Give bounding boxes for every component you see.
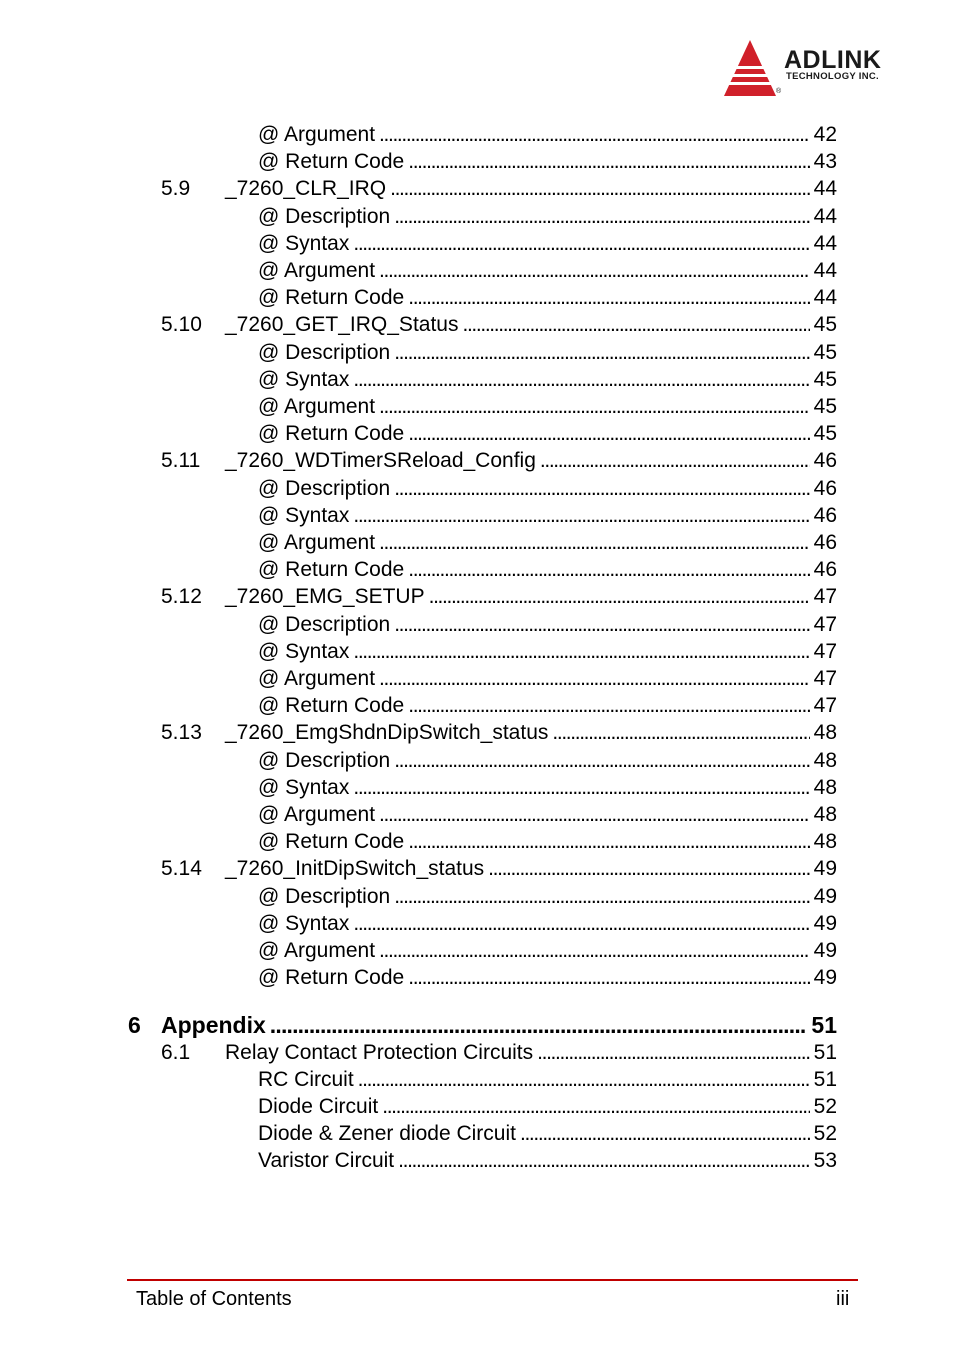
toc-entry[interactable] xyxy=(0,204,954,230)
toc-entry[interactable] xyxy=(0,693,954,719)
toc-dot-leader xyxy=(520,1121,810,1147)
toc-entry-title: @ Syntax xyxy=(258,911,350,935)
toc-entry-number: 5.10 xyxy=(161,313,202,337)
toc-entry-page: 47 xyxy=(813,694,837,718)
logo-wordmark: ADLINK xyxy=(784,46,882,74)
toc-dot-leader xyxy=(394,612,809,638)
toc-entry[interactable] xyxy=(0,149,954,175)
toc-entry[interactable] xyxy=(0,666,954,692)
footer-section-title: Table of Contents xyxy=(136,1288,292,1310)
toc-entry-title: _7260_GET_IRQ_Status xyxy=(225,313,459,337)
toc-entry-row xyxy=(225,584,837,610)
toc-dot-leader xyxy=(552,720,809,746)
toc-dot-leader xyxy=(408,693,809,719)
toc-entry-page: 44 xyxy=(813,204,837,228)
toc-entry[interactable] xyxy=(0,340,954,366)
toc-entry-title: @ Argument xyxy=(258,259,376,282)
toc-dot-leader xyxy=(488,856,809,882)
toc-entry-row xyxy=(225,856,837,882)
toc-entry-title: _7260_CLR_IRQ xyxy=(225,177,387,201)
toc-dot-leader xyxy=(537,1040,810,1066)
footer-page-number: iii xyxy=(836,1288,850,1310)
toc-entry-row xyxy=(225,312,837,338)
toc-entry-title: _7260_WDTimerSReload_Config xyxy=(225,449,536,473)
toc-entry-row xyxy=(258,1148,837,1174)
toc-entry-page: 45 xyxy=(813,422,837,446)
toc-dot-leader xyxy=(408,285,809,311)
toc-entry-title: @ Description xyxy=(258,748,391,772)
toc-entry-page: 52 xyxy=(813,1122,837,1146)
toc-entry[interactable] xyxy=(0,1040,954,1066)
toc-entry-page: 43 xyxy=(813,150,837,174)
toc-dot-leader xyxy=(358,1067,810,1093)
toc-entry[interactable] xyxy=(0,802,954,828)
toc-entry-page: 47 xyxy=(813,612,837,636)
toc-entry[interactable] xyxy=(0,856,954,882)
toc-entry-page: 49 xyxy=(813,857,837,881)
toc-entry-title: @ Return Code xyxy=(258,694,405,718)
toc-dot-leader xyxy=(390,176,810,202)
toc-entry-row xyxy=(258,1121,837,1147)
toc-entry-row xyxy=(258,530,837,556)
toc-entry-number: 5.11 xyxy=(161,449,201,473)
toc-dot-leader xyxy=(540,448,810,474)
toc-entry-page: 45 xyxy=(813,313,837,337)
toc-entry-number: 5.9 xyxy=(161,177,191,201)
toc-entry[interactable] xyxy=(0,612,954,638)
toc-entry-title: _7260_EmgShdnDipSwitch_status xyxy=(225,721,549,745)
toc-entry-page: 48 xyxy=(813,803,837,826)
toc-entry-title: _7260_InitDipSwitch_status xyxy=(225,857,485,881)
toc-entry[interactable] xyxy=(0,367,954,393)
toc-entry[interactable] xyxy=(0,884,954,910)
toc-dot-leader xyxy=(353,231,809,257)
toc-entry-row xyxy=(225,176,837,202)
toc-entry-row xyxy=(258,367,837,393)
toc-entry-title: @ Return Code xyxy=(258,830,405,854)
toc-entry-title: @ Argument xyxy=(258,531,376,554)
toc-entry-row xyxy=(225,720,837,746)
toc-entry-title: @ Syntax xyxy=(258,639,350,663)
logo-registered-mark: ® xyxy=(776,88,782,95)
toc-entry-row xyxy=(258,775,837,801)
toc-entry-title: @ Argument xyxy=(258,395,376,418)
toc-entry[interactable] xyxy=(0,122,954,148)
toc-entry-title: @ Description xyxy=(258,884,391,908)
toc-dot-leader xyxy=(353,367,809,393)
toc-entry-row xyxy=(258,285,837,311)
toc-entry[interactable] xyxy=(0,938,954,964)
toc-entry-number: 5.12 xyxy=(161,585,202,609)
toc-dot-leader xyxy=(353,639,809,665)
toc-entry-title: @ Return Code xyxy=(258,150,405,174)
toc-entry-title: @ Argument xyxy=(258,939,376,962)
toc-entry-row xyxy=(258,938,837,964)
toc-entry-row xyxy=(258,666,837,692)
toc-dot-leader xyxy=(353,775,809,801)
toc-entry[interactable] xyxy=(0,476,954,502)
toc-dot-leader xyxy=(394,476,809,502)
toc-entry-row xyxy=(258,476,837,502)
toc-entry-page: 47 xyxy=(813,585,837,609)
toc-entry-page: 49 xyxy=(813,939,837,962)
toc-entry-title: @ Description xyxy=(258,476,391,500)
toc-entry-page: 44 xyxy=(813,286,837,310)
toc-entry[interactable] xyxy=(0,176,954,202)
toc-entry-number: 5.13 xyxy=(161,721,202,745)
toc-entry[interactable] xyxy=(0,231,954,257)
toc-dot-leader xyxy=(408,149,809,175)
toc-entry-number: 5.14 xyxy=(161,857,202,881)
toc-entry-page: 46 xyxy=(813,449,837,473)
toc-dot-leader xyxy=(394,204,809,230)
toc-entry-title: Relay Contact Protection Circuits xyxy=(225,1040,534,1064)
toc-entry-title: Diode & Zener diode Circuit xyxy=(258,1122,516,1146)
toc-entry-title: @ Description xyxy=(258,340,391,364)
toc-entry-page: 46 xyxy=(813,531,837,554)
toc-entry-page: 42 xyxy=(813,123,837,146)
toc-entry[interactable] xyxy=(0,285,954,311)
toc-entry-number: 6.1 xyxy=(161,1040,191,1064)
toc-entry[interactable] xyxy=(0,1121,954,1147)
toc-entry-row xyxy=(258,149,837,175)
toc-entry-title: RC Circuit xyxy=(258,1067,354,1091)
toc-entry-row xyxy=(258,965,837,991)
toc-dot-leader xyxy=(353,503,809,529)
toc-entry-title: @ Return Code xyxy=(258,966,405,990)
toc-entry[interactable] xyxy=(0,1148,954,1174)
toc-dot-leader xyxy=(408,421,809,447)
toc-entry-title: @ Syntax xyxy=(258,775,350,799)
toc-entry[interactable] xyxy=(0,1094,954,1120)
toc-dot-leader xyxy=(353,911,809,937)
toc-entry[interactable] xyxy=(0,421,954,447)
toc-dot-leader xyxy=(408,829,809,855)
toc-entry-page: 45 xyxy=(813,340,837,364)
toc-entry[interactable] xyxy=(0,965,954,991)
toc-entry[interactable] xyxy=(0,530,954,556)
toc-entry[interactable] xyxy=(0,394,954,420)
toc-entry-title: Varistor Circuit xyxy=(258,1149,395,1173)
toc-entry-row xyxy=(258,231,837,257)
toc-entry-title: Appendix xyxy=(161,1012,266,1039)
toc-entry-page: 51 xyxy=(811,1012,837,1039)
toc-entry-row xyxy=(258,802,837,828)
toc-entry-page: 45 xyxy=(813,395,837,418)
toc-entry-page: 44 xyxy=(813,259,837,282)
toc-entry-title: @ Syntax xyxy=(258,503,350,527)
toc-dot-leader xyxy=(379,122,810,148)
toc-entry-row xyxy=(258,503,837,529)
toc-entry-page: 45 xyxy=(813,367,837,391)
toc-dot-leader xyxy=(382,1094,809,1120)
toc-dot-leader xyxy=(462,312,809,338)
toc-entry[interactable] xyxy=(0,584,954,610)
toc-entry-page: 47 xyxy=(813,667,837,690)
toc-entry-title: @ Return Code xyxy=(258,286,405,310)
toc-entry-page: 48 xyxy=(813,775,837,799)
toc-entry[interactable] xyxy=(0,557,954,583)
toc-entry-row xyxy=(258,1094,837,1120)
toc-entry-row xyxy=(258,639,837,665)
toc-entry-row xyxy=(258,829,837,855)
toc-entry-row xyxy=(258,612,837,638)
toc-entry-row xyxy=(258,394,837,420)
toc-dot-leader xyxy=(398,1148,810,1174)
toc-entry-page: 48 xyxy=(813,748,837,772)
toc-entry-title: @ Syntax xyxy=(258,231,350,255)
toc-entry[interactable] xyxy=(0,639,954,665)
toc-entry[interactable] xyxy=(0,775,954,801)
toc-entry-page: 52 xyxy=(813,1095,837,1118)
toc-dot-leader xyxy=(429,584,810,610)
toc-entry-row xyxy=(161,1012,837,1038)
toc-entry[interactable] xyxy=(0,312,954,338)
toc-dot-leader xyxy=(379,666,810,692)
toc-entry[interactable] xyxy=(0,829,954,855)
toc-entry-title: @ Description xyxy=(258,612,391,636)
toc-entry-page: 49 xyxy=(813,911,837,935)
toc-entry-page: 48 xyxy=(813,721,837,745)
toc-entry-page: 46 xyxy=(813,558,837,582)
toc-dot-leader xyxy=(379,394,810,420)
toc-entry-page: 46 xyxy=(813,476,837,500)
toc-entry-row xyxy=(225,1040,837,1066)
toc-entry-title: _7260_EMG_SETUP xyxy=(225,585,425,609)
toc-entry[interactable] xyxy=(0,1067,954,1093)
toc-entry-page: 44 xyxy=(813,177,837,201)
toc-entry-page: 51 xyxy=(813,1040,837,1064)
toc-entry-page: 47 xyxy=(813,639,837,663)
toc-entry-row xyxy=(258,122,837,148)
toc-entry-page: 51 xyxy=(813,1067,837,1091)
toc-entry-page: 44 xyxy=(813,231,837,255)
toc-dot-leader xyxy=(379,530,810,556)
toc-entry[interactable] xyxy=(0,448,954,474)
toc-entry-title: Diode Circuit xyxy=(258,1095,379,1118)
toc-entry-page: 49 xyxy=(813,884,837,908)
toc-entry[interactable] xyxy=(0,911,954,937)
toc-entry[interactable] xyxy=(0,503,954,529)
toc-entry-title: @ Return Code xyxy=(258,558,405,582)
toc-entry[interactable] xyxy=(0,1012,954,1038)
footer-rule xyxy=(127,1279,858,1281)
toc-dot-leader xyxy=(379,802,810,828)
toc-entry-row xyxy=(225,448,837,474)
toc-entry-title: @ Return Code xyxy=(258,422,405,446)
toc-entry-row xyxy=(258,258,837,284)
toc-entry[interactable] xyxy=(0,258,954,284)
toc-dot-leader xyxy=(394,748,809,774)
toc-entry-title: @ Syntax xyxy=(258,367,350,391)
toc-entry-page: 53 xyxy=(813,1149,837,1173)
toc-dot-leader xyxy=(408,965,809,991)
toc-entry-row xyxy=(258,421,837,447)
toc-entry-row xyxy=(258,693,837,719)
toc-dot-leader xyxy=(394,340,809,366)
toc-entry-page: 49 xyxy=(813,966,837,990)
toc-dot-leader xyxy=(379,938,810,964)
toc-dot-leader xyxy=(270,1012,808,1038)
toc-entry[interactable] xyxy=(0,720,954,746)
toc-entry-row xyxy=(258,204,837,230)
toc-entry-title: @ Argument xyxy=(258,667,376,690)
toc-entry-row xyxy=(258,557,837,583)
toc-entry-row xyxy=(258,748,837,774)
toc-entry-title: @ Argument xyxy=(258,803,376,826)
toc-dot-leader xyxy=(408,557,809,583)
toc-dot-leader xyxy=(379,258,810,284)
toc-entry-number: 6 xyxy=(128,1012,141,1039)
toc-entry-row xyxy=(258,911,837,937)
toc-entry-title: @ Argument xyxy=(258,123,376,146)
toc-entry-row xyxy=(258,884,837,910)
toc-entry-page: 48 xyxy=(813,830,837,854)
toc-entry-row xyxy=(258,340,837,366)
toc-dot-leader xyxy=(394,884,809,910)
toc-entry[interactable] xyxy=(0,748,954,774)
logo-subtitle: TECHNOLOGY INC. xyxy=(786,71,879,82)
toc-entry-title: @ Description xyxy=(258,204,391,228)
toc-entry-page: 46 xyxy=(813,503,837,527)
toc-entry-row xyxy=(258,1067,837,1093)
